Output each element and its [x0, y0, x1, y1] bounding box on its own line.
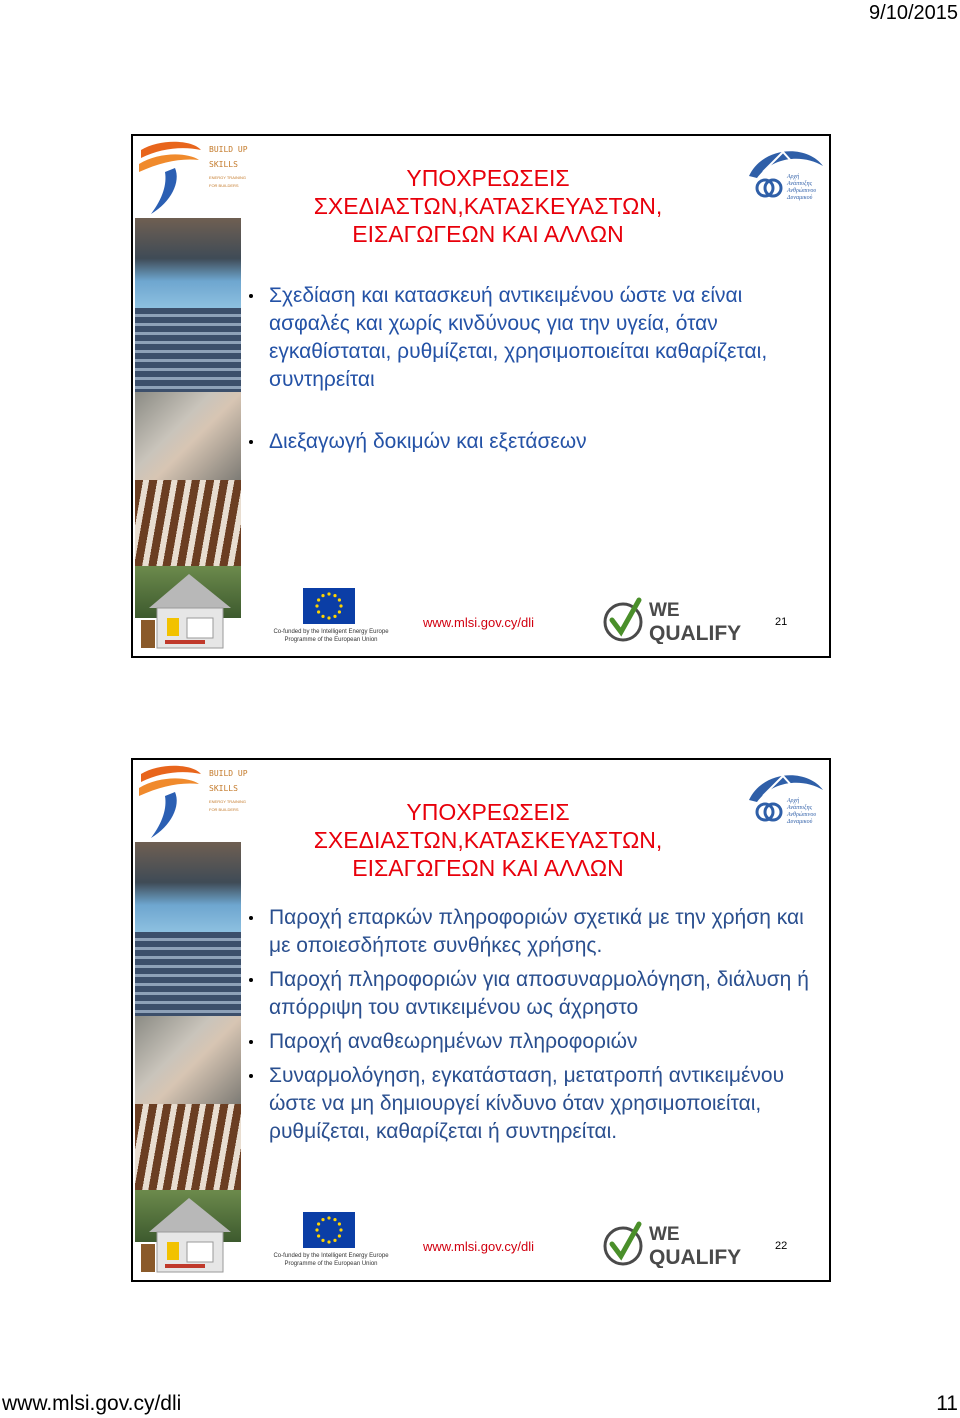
slide-url: www.mlsi.gov.cy/dli: [423, 615, 535, 630]
title-line: ΣΧΕΔΙΑΣΤΩΝ,ΚΑΤΑΣΚΕΥΑΣΤΩΝ,: [313, 193, 663, 219]
we-qualify-logo: [603, 596, 751, 644]
gov-line-2: Ανάπτυξης: [787, 181, 813, 187]
we-qualify-logo: [603, 1220, 751, 1268]
photo-plastering: [135, 392, 241, 480]
bu-line-2: SKILLS: [209, 160, 238, 169]
bu-line-1: BUILD UP: [209, 769, 248, 778]
bullet-item: Συναρμολόγηση, εγκατάσταση, μετατροπή αντικειμένου ώστε να μη δημιουργεί κίνδυνο όταν χρησιμοποιείται, ρυθμίζεται, καθαρίζεται ή συντηρείται.: [243, 1062, 823, 1146]
gov-line-3: Ανθρώπινου: [787, 188, 817, 194]
photo-plastering: [135, 1016, 241, 1104]
gov-line-4: Δυναμικού: [787, 819, 813, 825]
weq-qualify: QUALIFY: [649, 622, 742, 644]
bu-line-4: FOR BUILDERS: [209, 183, 239, 188]
eu-cofunding-logo: [261, 1212, 401, 1278]
gov-line-3: Ανθρώπινου: [787, 812, 817, 818]
photo-strip: [135, 218, 241, 618]
photo-shutters: [135, 932, 241, 1016]
weq-qualify: QUALIFY: [649, 1246, 742, 1268]
title-line: ΥΠΟΧΡΕΩΣΕΙΣ: [406, 165, 570, 191]
bullet-dot-icon: [249, 1040, 253, 1044]
title-line: ΕΙΣΑΓΩΓΕΩΝ ΚΑΙ ΑΛΛΩΝ: [352, 855, 624, 881]
house-illustration-icon: [139, 568, 235, 652]
slide-number: 22: [775, 1240, 788, 1252]
eu-cofunding-logo: [261, 588, 401, 654]
bullet-list: [243, 904, 823, 1152]
slide-22: [131, 758, 831, 1282]
gov-line-4: Δυναμικού: [787, 195, 813, 201]
house-illustration-icon: [139, 1192, 235, 1276]
photo-pergola: [135, 480, 241, 566]
slide-title: [243, 164, 733, 248]
gov-agency-logo: [743, 142, 827, 204]
bullet-item: Σχεδίαση και κατασκευή αντικειμένου ώστε να είναι ασφαλές και χωρίς κινδύνους για την υγεία, όταν εγκαθίσταται, ρυθμίζεται, χρησιμοποιείται καθαρίζεται, συντηρείται: [243, 282, 823, 394]
gov-line-1: Αρχή: [787, 798, 800, 804]
bu-line-2: SKILLS: [209, 784, 238, 793]
bullet-item: Παροχή επαρκών πληροφοριών σχετικά με την χρήση και με οποιεσδήποτε συνθήκες χρήσης.: [243, 904, 823, 960]
gov-line-2: Ανάπτυξης: [787, 805, 813, 811]
weq-we: WE: [649, 1224, 680, 1245]
page-date: 9/10/2015: [869, 2, 958, 24]
photo-strip: [135, 842, 241, 1242]
photo-worker: [135, 218, 241, 308]
eu-caption: Co-funded by the Intelligent Energy Europe Programme of the European Union: [273, 629, 389, 643]
footer-page-number: 11: [936, 1392, 958, 1415]
weq-we: WE: [649, 600, 680, 621]
bu-line-1: BUILD UP: [209, 145, 248, 154]
bullet-dot-icon: [249, 440, 253, 444]
gov-line-1: Αρχή: [787, 174, 800, 180]
bullet-dot-icon: [249, 294, 253, 298]
eu-flag-icon: [303, 588, 355, 624]
eu-caption: Co-funded by the Intelligent Energy Europe Programme of the European Union: [273, 1253, 389, 1267]
bullet-item: Παροχή αναθεωρημένων πληροφοριών: [243, 1028, 823, 1056]
photo-pergola: [135, 1104, 241, 1190]
bullet-list: [243, 282, 823, 490]
title-line: ΥΠΟΧΡΕΩΣΕΙΣ: [406, 799, 570, 825]
slide-21: [131, 134, 831, 658]
bullet-dot-icon: [249, 978, 253, 982]
gov-agency-logo: [743, 766, 827, 828]
slide-number: 21: [775, 616, 788, 628]
bullet-item: Παροχή πληροφοριών για αποσυναρμολόγηση, διάλυση ή απόρριψη του αντικειμένου ως άχρηστο: [243, 966, 823, 1022]
bullet-dot-icon: [249, 916, 253, 920]
slide-url: www.mlsi.gov.cy/dli: [423, 1239, 535, 1254]
footer-url: www.mlsi.gov.cy/dli: [2, 1392, 182, 1415]
slide-title: [243, 798, 733, 882]
bu-line-4: FOR BUILDERS: [209, 807, 239, 812]
bu-line-3: ENERGY TRAINING: [209, 799, 246, 804]
bu-line-3: ENERGY TRAINING: [209, 175, 246, 180]
bullet-dot-icon: [249, 1074, 253, 1078]
photo-worker: [135, 842, 241, 932]
title-line: ΕΙΣΑΓΩΓΕΩΝ ΚΑΙ ΑΛΛΩΝ: [352, 221, 624, 247]
photo-shutters: [135, 308, 241, 392]
title-line: ΣΧΕΔΙΑΣΤΩΝ,ΚΑΤΑΣΚΕΥΑΣΤΩΝ,: [313, 827, 663, 853]
eu-flag-icon: [303, 1212, 355, 1248]
bullet-item: Διεξαγωγή δοκιμών και εξετάσεων: [243, 428, 823, 456]
